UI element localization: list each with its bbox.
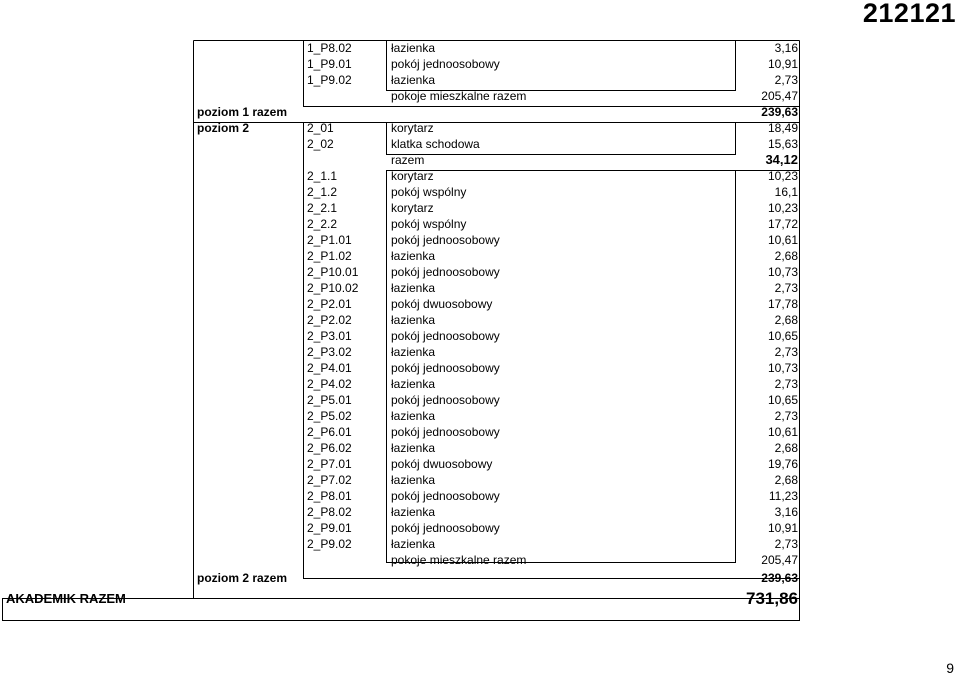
- room-id: 2_P7.01: [307, 457, 352, 471]
- room-name: pokój jednoosobowy: [391, 329, 500, 343]
- room-id: 2_P6.02: [307, 441, 352, 455]
- subtotal-label: pokoje mieszkalne razem: [391, 89, 527, 103]
- room-area: 10,65: [767, 329, 798, 343]
- room-name: klatka schodowa: [391, 137, 480, 151]
- room-id: 2_1.2: [307, 185, 338, 199]
- room-name: łazienka: [391, 73, 436, 87]
- subtotal-value: 205,47: [761, 553, 798, 567]
- table-row: [0, 408, 798, 424]
- room-id: 2_P9.01: [307, 521, 352, 535]
- room-name: pokój jednoosobowy: [391, 425, 500, 439]
- room-id: 2_P6.01: [307, 425, 352, 439]
- room-id: 1_P9.01: [307, 57, 352, 71]
- table-row: [0, 168, 798, 184]
- room-area: 10,65: [767, 393, 798, 407]
- room-area: 2,73: [774, 377, 798, 391]
- table-row: [0, 488, 798, 504]
- room-area: 3,16: [774, 41, 798, 55]
- room-area: 15,63: [767, 137, 798, 151]
- subtotal-row: [0, 552, 798, 568]
- room-id: 2_P3.01: [307, 329, 352, 343]
- table-row: [0, 328, 798, 344]
- room-name: pokój jednoosobowy: [391, 233, 500, 247]
- level-total-value: 239,63: [761, 571, 798, 585]
- subtotal-row: [0, 152, 798, 168]
- room-area: 2,73: [774, 345, 798, 359]
- room-id: 2_02: [307, 137, 334, 151]
- room-name: pokój dwuosobowy: [391, 297, 493, 311]
- room-id: 2_P2.01: [307, 297, 352, 311]
- table-row: [0, 56, 798, 72]
- room-area: 16,1: [774, 185, 798, 199]
- table-row: [0, 536, 798, 552]
- room-id: 2_P1.01: [307, 233, 352, 247]
- table-row: [0, 376, 798, 392]
- room-area: 10,61: [767, 233, 798, 247]
- room-area: 2,73: [774, 409, 798, 423]
- room-name: korytarz: [391, 121, 434, 135]
- table-row: [0, 200, 798, 216]
- room-name: pokój dwuosobowy: [391, 457, 493, 471]
- room-id: 2_P2.02: [307, 313, 352, 327]
- room-area: 10,91: [767, 521, 798, 535]
- table-row: [0, 344, 798, 360]
- room-name: pokój wspólny: [391, 185, 467, 199]
- room-id: 2_P5.02: [307, 409, 352, 423]
- room-name: korytarz: [391, 201, 434, 215]
- room-name: pokój jednoosobowy: [391, 361, 500, 375]
- room-id: 2_P5.01: [307, 393, 352, 407]
- room-name: łazienka: [391, 473, 436, 487]
- room-name: korytarz: [391, 169, 434, 183]
- room-id: 2_P4.02: [307, 377, 352, 391]
- subtotal-label: pokoje mieszkalne razem: [391, 553, 527, 567]
- room-id: 2_P8.02: [307, 505, 352, 519]
- room-id: 2_P7.02: [307, 473, 352, 487]
- room-name: łazienka: [391, 377, 436, 391]
- room-name: pokój jednoosobowy: [391, 521, 500, 535]
- room-name: pokój jednoosobowy: [391, 489, 500, 503]
- room-id: 2_2.1: [307, 201, 338, 215]
- page-number: 9: [946, 660, 954, 676]
- grand-total-value: 731,86: [746, 589, 798, 608]
- room-area: 10,23: [767, 169, 798, 183]
- room-name: pokój jednoosobowy: [391, 393, 500, 407]
- table-row: [0, 504, 798, 520]
- room-area: 10,61: [767, 425, 798, 439]
- room-area: 10,23: [767, 201, 798, 215]
- room-area: 17,78: [767, 297, 798, 311]
- room-id: 2_P9.02: [307, 537, 352, 551]
- room-area: 2,73: [774, 281, 798, 295]
- room-area: 19,76: [767, 457, 798, 471]
- room-id: 2_2.2: [307, 217, 338, 231]
- table-row: [0, 72, 798, 88]
- room-name: łazienka: [391, 537, 436, 551]
- table-row: [0, 248, 798, 264]
- room-area: 2,73: [774, 73, 798, 87]
- table-row: [0, 232, 798, 248]
- room-area: 2,68: [774, 249, 798, 263]
- room-id: 2_P10.02: [307, 281, 359, 295]
- room-id: 2_1.1: [307, 169, 338, 183]
- table-row: [0, 456, 798, 472]
- room-area: 10,73: [767, 361, 798, 375]
- table-row: [0, 264, 798, 280]
- table-row: [0, 440, 798, 456]
- room-area: 11,23: [768, 489, 798, 503]
- room-name: pokój jednoosobowy: [391, 57, 500, 71]
- grand-total-row: [0, 588, 798, 610]
- room-area: 17,72: [767, 217, 798, 231]
- room-id: 1_P9.02: [307, 73, 352, 87]
- subtotal-row: [0, 88, 798, 104]
- room-area: 2,68: [774, 441, 798, 455]
- room-area: 2,68: [774, 473, 798, 487]
- room-id: 2_P10.01: [307, 265, 359, 279]
- room-area: 2,68: [774, 313, 798, 327]
- room-name: pokój jednoosobowy: [391, 265, 500, 279]
- table-row: [0, 312, 798, 328]
- room-id: 2_P8.01: [307, 489, 352, 503]
- table-row: [0, 216, 798, 232]
- document-id: 212121: [862, 0, 956, 28]
- table-row: [0, 296, 798, 312]
- room-id: 2_01: [307, 121, 334, 135]
- room-id: 2_P1.02: [307, 249, 352, 263]
- table-row: [0, 520, 798, 536]
- table-row: [0, 424, 798, 440]
- grand-total-label: AKADEMIK RAZEM: [6, 591, 126, 606]
- room-name: łazienka: [391, 409, 436, 423]
- table-row: [0, 184, 798, 200]
- level-total-label: poziom 2 razem: [197, 571, 288, 585]
- room-id: 1_P8.02: [307, 41, 352, 55]
- room-name: łazienka: [391, 41, 436, 55]
- table-row: [0, 472, 798, 488]
- room-name: łazienka: [391, 345, 436, 359]
- room-id: 2_P3.02: [307, 345, 352, 359]
- table-row: [0, 120, 798, 136]
- subtotal-value: 205,47: [761, 89, 798, 103]
- room-area: 2,73: [774, 537, 798, 551]
- subtotal-label: razem: [391, 153, 425, 167]
- room-area: 3,16: [774, 505, 798, 519]
- room-area: 18,49: [767, 121, 798, 135]
- level-total-value: 239,63: [761, 105, 798, 119]
- table-row: [0, 136, 798, 152]
- room-name: łazienka: [391, 313, 436, 327]
- level-label: poziom 2: [197, 121, 250, 135]
- table-row: [0, 360, 798, 376]
- room-id: 2_P4.01: [307, 361, 352, 375]
- level-total-label: poziom 1 razem: [197, 105, 288, 119]
- room-name: łazienka: [391, 505, 436, 519]
- room-name: łazienka: [391, 249, 436, 263]
- room-area: 10,91: [767, 57, 798, 71]
- level-total-row: [0, 104, 798, 120]
- subtotal-value: 34,12: [765, 152, 798, 167]
- table-row: [0, 280, 798, 296]
- table-row: [0, 392, 798, 408]
- room-name: łazienka: [391, 281, 436, 295]
- room-area: 10,73: [767, 265, 798, 279]
- room-name: łazienka: [391, 441, 436, 455]
- table-row: [0, 40, 798, 56]
- room-name: pokój wspólny: [391, 217, 467, 231]
- level-total-row: [0, 568, 798, 588]
